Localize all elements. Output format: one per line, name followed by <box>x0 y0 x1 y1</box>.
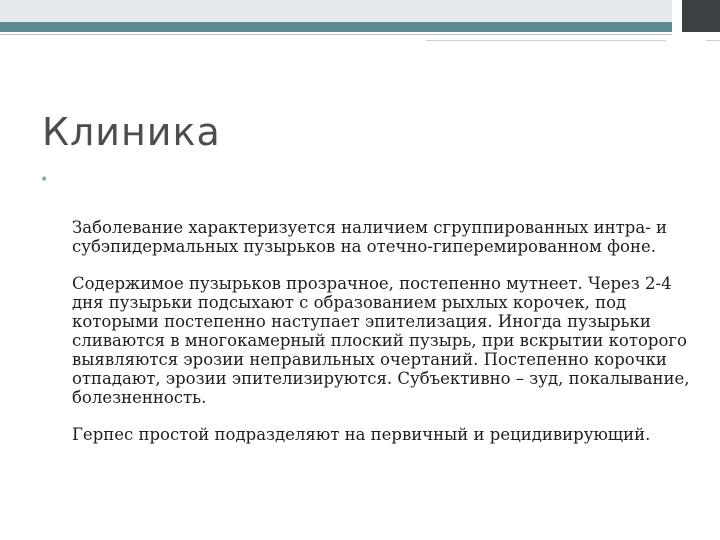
header-divider-line <box>0 34 672 35</box>
paragraph-description: Заболевание характеризуется наличием сгруппированных интра- и субэпидермальных пузырьков на отечно-гиперемированном фоне. <box>72 218 668 256</box>
paragraph-course: Содержимое пузырьков прозрачное, постепенно мутнеет. Через 2-4 дня пузырьки подсыхают с образованием рыхлых корочек, под которыми постепенно наступает эпителизация. Иногда пузырьки сливаются в многокамерный плоский пузырь, при вскрытии которого выявляются эрозии неправильных очертаний. Постепенно корочки отпадают, эрозии эпителизируются. Субъективно – зуд, покалывание, болезненность. <box>72 274 690 407</box>
header-accent-line-right <box>706 40 720 41</box>
slide-title: Клиника <box>42 110 221 154</box>
header-accent-line <box>426 40 666 41</box>
header-decoration <box>0 0 720 24</box>
header-teal-band <box>0 22 672 32</box>
paragraph-classification: Герпес простой подразделяют на первичный и рецидивирующий. <box>72 425 651 444</box>
header-dark-block <box>682 0 720 32</box>
header-light-band <box>0 0 672 22</box>
slide-body <box>72 218 692 462</box>
bullet-marker: • <box>40 172 49 188</box>
